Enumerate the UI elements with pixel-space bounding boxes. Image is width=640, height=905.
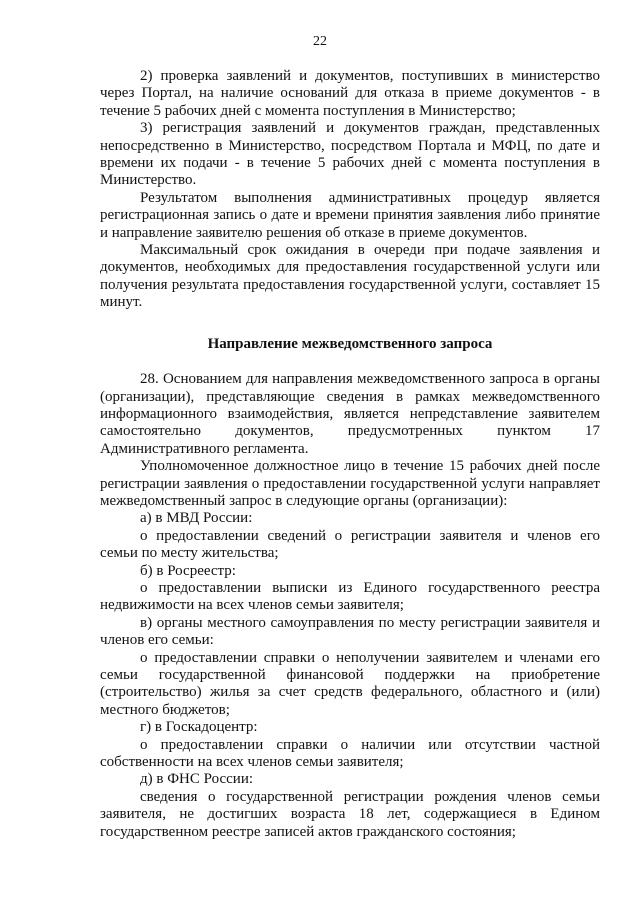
paragraph-item-2: 2) проверка заявлений и документов, поступивших в министерство через Портал, на наличие оснований для отказа в приеме документов - в течение 5 рабочих дней с момента поступления в Министерство; [100,68,600,119]
paragraph-official: Уполномоченное должностное лицо в течение 15 рабочих дней после регистрации заявления о предоставлении государственной услуги направляет межведомственный запрос в следующие органы (организации): [100,458,600,509]
document-body [100,68,600,841]
list-item-b-header: б) в Росреестр: [140,562,236,579]
paragraph-item-3: 3) регистрация заявлений и документов граждан, представленных непосредственно в Министерство, посредством Портала и МФЦ, по дате и времени их подачи - в течение 5 рабочих дней с момента поступления в Министерство. [100,120,600,189]
paragraph-max-wait: Максимальный срок ожидания в очереди при подаче заявления и документов, необходимых для предоставления государственной услуги или получения результата предоставления государственной услуги, составляет 15 минут. [100,242,600,311]
list-item-d-header: д) в ФНС России: [140,771,254,788]
section-heading: Направление межведомственного запроса [207,335,493,352]
list-item-v-header: в) органы местного самоуправления по месту регистрации заявителя и членов его семьи: [100,614,600,649]
list-item-g-header: г) в Госкадоцентр: [140,719,258,736]
list-item-a-body: о предоставлении сведений о регистрации заявителя и членов его семьи по месту жительства; [100,527,600,562]
list-item-d-body: сведения о государственной регистрации рождения членов семьи заявителя, не достигших возраста 18 лет, содержащиеся в Едином государственном реестре записей актов гражданского состояния; [100,788,600,840]
list-item-v-body: о предоставлении справки о неполучении заявителем и членами его семьи государственной финансовой поддержки на приобретение (строительство) жилья за счет средств федерального, областного и (или) местного бюджетов; [100,649,600,718]
page-number: 22 [313,34,327,49]
list-item-g-body: о предоставлении справки о наличии или отсутствии частной собственности на всех членов семьи заявителя; [100,736,600,771]
paragraph-result: Результатом выполнения административных процедур является регистрационная запись о дате и времени принятия заявления либо принятие и направление заявителю решения об отказе в приеме документов. [100,189,600,241]
paragraph-28: 28. Основанием для направления межведомственного запроса в органы (организации), представляющие сведения в рамках межведомственного информационного взаимодействия, является непредставление заявителем самостоятельно документов, предусмотренных пунктом 17 Административного регламента. [100,371,600,457]
list-item-a-header: а) в МВД России: [140,510,253,527]
list-item-b-body: о предоставлении выписки из Единого государственного реестра недвижимости на всех членов семьи заявителя; [100,579,600,614]
